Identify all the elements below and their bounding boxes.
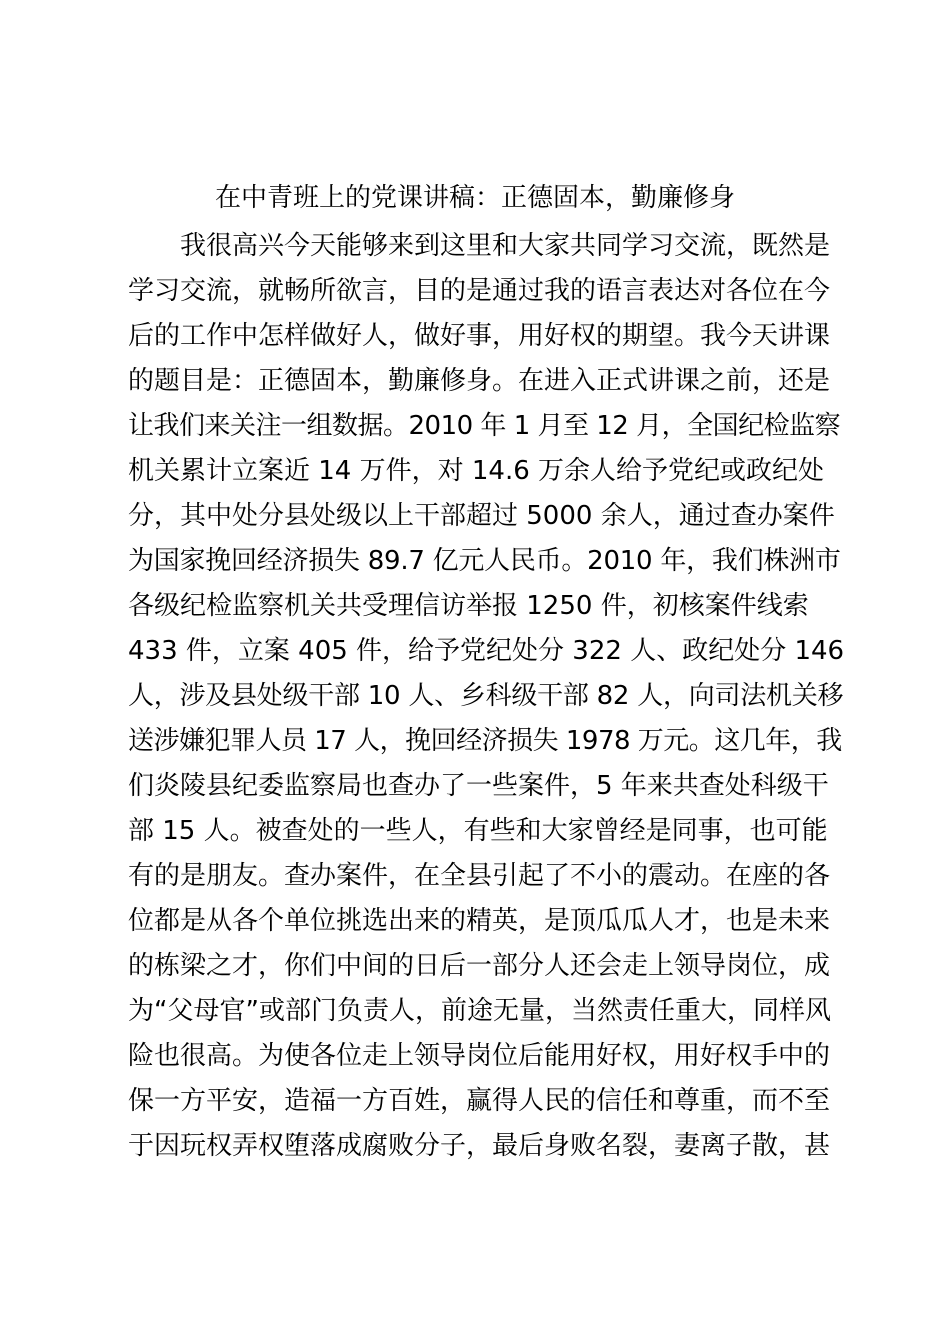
body-line: 人，涉及县处级干部 10 人、乡科级干部 82 人，向司法机关移	[128, 681, 844, 711]
body-line: 于因玩权弄权堕落成腐败分子，最后身败名裂，妻离子散，甚	[128, 1131, 831, 1161]
body-line: 们炎陵县纪委监察局也查办了一些案件，5 年来共查处科级干	[128, 771, 829, 801]
body-line: 有的是朋友。查办案件，在全县引起了不小的震动。在座的各	[128, 861, 831, 891]
body-line: 的栋梁之才，你们中间的日后一部分人还会走上领导岗位，成	[128, 951, 831, 981]
document-body	[128, 224, 848, 1169]
body-line: 分，其中处分县处级以上干部超过 5000 余人，通过查办案件	[128, 501, 835, 531]
body-line: 为国家挽回经济损失 89.7 亿元人民币。2010 年，我们株洲市	[128, 546, 841, 576]
body-line: 让我们来关注一组数据。2010 年 1 月至 12 月，全国纪检监察	[128, 411, 841, 441]
document-title: 在中青班上的党课讲稿：正德固本，勤廉修身	[214, 183, 735, 213]
body-line: 保一方平安，造福一方百姓，赢得人民的信任和尊重，而不至	[128, 1086, 831, 1116]
body-line: 部 15 人。被查处的一些人，有些和大家曾经是同事，也可能	[128, 816, 828, 846]
body-line: 各级纪检监察机关共受理信访举报 1250 件，初核案件线索	[128, 591, 809, 621]
body-line: 我很高兴今天能够来到这里和大家共同学习交流，既然是	[180, 231, 831, 261]
body-line: 的题目是：正德固本，勤廉修身。在进入正式讲课之前，还是	[128, 366, 831, 396]
body-line: 位都是从各个单位挑选出来的精英，是顶瓜瓜人才，也是未来	[128, 906, 831, 936]
body-line: 后的工作中怎样做好人，做好事，用好权的期望。我今天讲课	[128, 321, 831, 351]
body-line: 433 件，立案 405 件，给予党纪处分 322 人、政纪处分 146	[128, 636, 845, 666]
body-line: 学习交流，就畅所欲言，目的是通过我的语言表达对各位在今	[128, 276, 831, 306]
body-line: 险也很高。为使各位走上领导岗位后能用好权，用好权手中的	[128, 1041, 831, 1071]
body-line: 机关累计立案近 14 万件，对 14.6 万余人给予党纪或政纪处	[128, 456, 825, 486]
body-line: 为“父母官”或部门负责人，前途无量，当然责任重大，同样风	[128, 996, 831, 1026]
body-line: 送涉嫌犯罪人员 17 人，挽回经济损失 1978 万元。这几年，我	[128, 726, 842, 756]
